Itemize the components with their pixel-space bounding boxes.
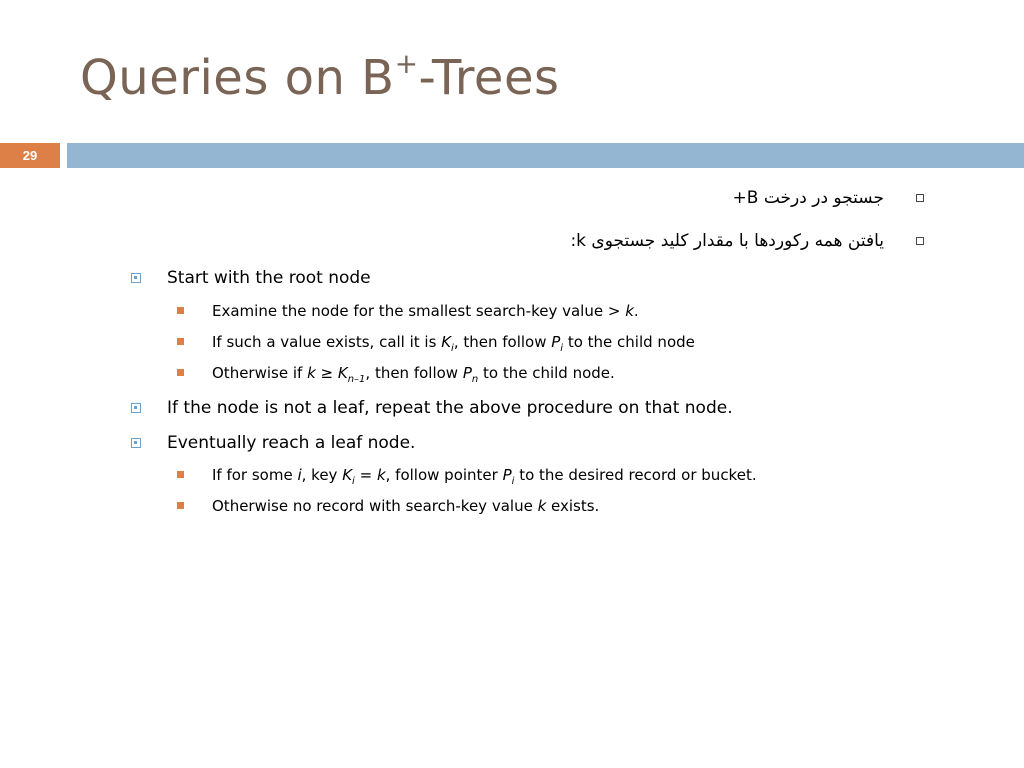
sub-bullet-examine: Examine the node for the smallest search-key value > k. bbox=[212, 302, 639, 320]
orange-square-bullet-icon bbox=[177, 307, 184, 314]
square-bullet-icon bbox=[916, 194, 924, 202]
bullet-eventually-leaf: Eventually reach a leaf node. bbox=[167, 433, 415, 453]
orange-square-bullet-icon bbox=[177, 369, 184, 376]
bullet-start-root: Start with the root node bbox=[167, 268, 371, 288]
blue-square-bullet-icon bbox=[131, 273, 141, 283]
sub-bullet-if-for-some: If for some i, key $K_i = k$, follow pointer $P_i$ to the desired record or bucket. bbox=[212, 466, 757, 487]
sub-bullet-if-such: If such a value exists, call it is $K_i$, then follow $P_i$ to the child node bbox=[212, 333, 695, 354]
persian-bullet-2: یافتن همه رکوردها با مقدار کلید جستجوی k: bbox=[570, 231, 884, 251]
header-band bbox=[67, 143, 1024, 168]
blue-square-bullet-icon bbox=[131, 403, 141, 413]
slide-title: Queries on B+-Trees bbox=[80, 47, 560, 106]
persian-bullet-1: جستجو در درخت B+ bbox=[733, 188, 884, 208]
square-bullet-icon bbox=[916, 237, 924, 245]
orange-square-bullet-icon bbox=[177, 338, 184, 345]
sub-bullet-otherwise: Otherwise if $k \ge K_{n-1}$, then follow $P_n$ to the child node. bbox=[212, 364, 615, 385]
blue-square-bullet-icon bbox=[131, 438, 141, 448]
orange-square-bullet-icon bbox=[177, 471, 184, 478]
orange-square-bullet-icon bbox=[177, 502, 184, 509]
sub-bullet-no-record: Otherwise no record with search-key value k exists. bbox=[212, 497, 599, 515]
slide-number: 29 bbox=[0, 143, 60, 168]
bullet-not-leaf: If the node is not a leaf, repeat the above procedure on that node. bbox=[167, 398, 733, 418]
